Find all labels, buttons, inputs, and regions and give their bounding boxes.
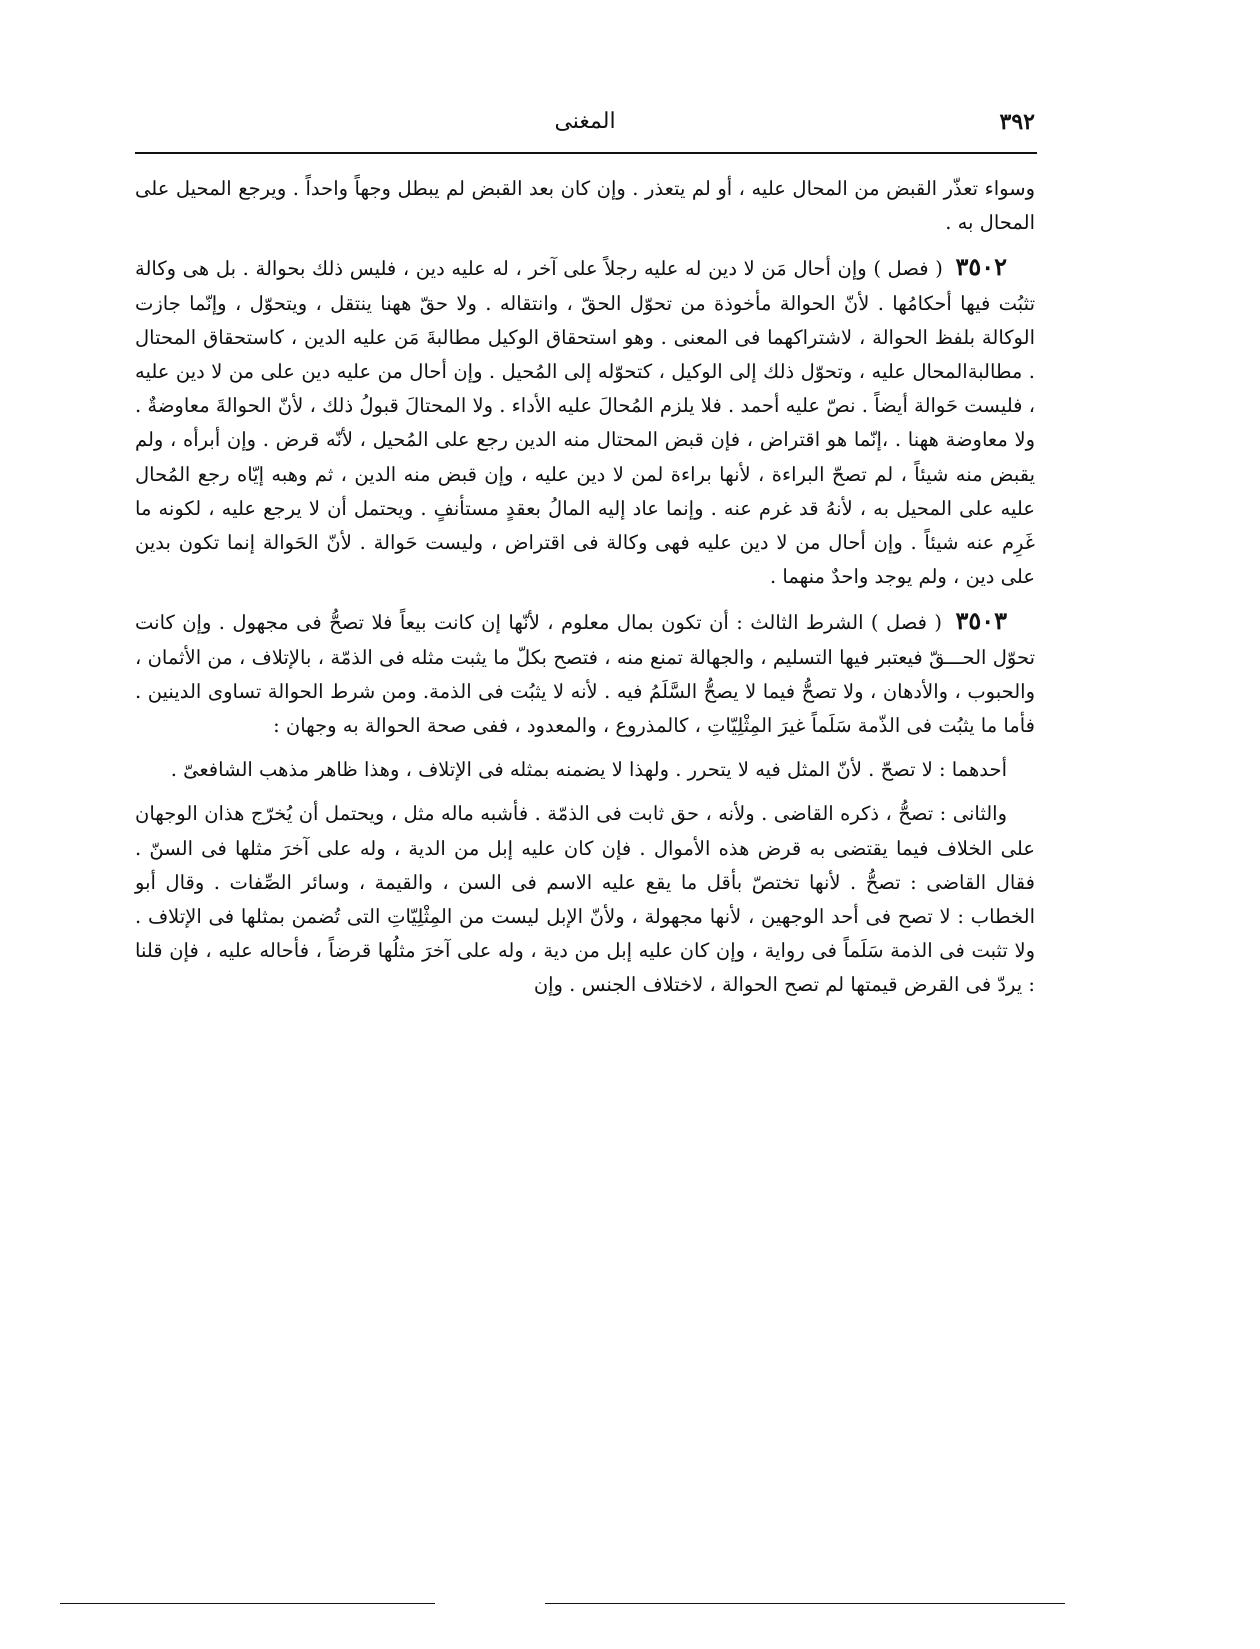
paragraph-text: أحدهما : لا تصحّ . لأنّ المثل فيه لا يتحرر . ولهذا لا يضمنه بمثله فى الإتلاف ، وهذا ظاهر مذهب الشافعىّ . [170,758,1007,782]
page-body [135,172,1035,1003]
section-number: ٣٥٠٢ [955,252,1008,282]
footer-divider-left [60,1603,435,1604]
paragraph-text: ( فصل ) الشرط الثالث : أن تكون بمال معلوم ، لأنّها إن كانت بيعاً فلا تصحُّ فى مجهول . وإن كانت تحوّل الحـــقّ فيعتبر فيها التسليم ، والجهالة تمنع منه ، فتصح بكلّ ما يثبت مثله فى الذمّة ، بالإتلاف ، من الأثمان ، والحبوب ، والأدهان ، ولا تصحُّ فيما لا يصحُّ السَّلَمُ فيه . لأنه لا يثبُت فى الذمة. ومن شرط الحوالة تساوى الدينين . فأما ما يثبُت فى الذّمة سَلَماً غيرَ المِثْلِيّاتِ ، كالمذروع ، والمعدود ، ففى صحة الحوالة به وجهان : [135,611,1035,738]
paragraph-text: وسواء تعذّر القبض من المحال عليه ، أو لم يتعذر . وإن كان بعد القبض لم يبطل وجهاً واحداً . ويرجع المحيل على المحال به . [135,177,1035,235]
paragraph-text: والثانى : تصحُّ ، ذكره القاضى . ولأنه ، حق ثابت فى الذمّة . فأشبه ماله مثل ، ويحتمل أن يُخرّج هذان الوجهان على الخلاف فيما يقتضى به قرض هذه الأموال . فإن كان عليه إبل من الدية ، وله على آخرَ مثلها فى السنّ . فقال القاضى : تصحُّ . لأنها تختصّ بأقل ما يقع عليه الاسم فى السن ، والقيمة ، وسائر الصِّفات . وقال أبو الخطاب : لا تصح فى أحد الوجهين ، لأنها مجهولة ، ولأنّ الإبل ليست من المِثْلِيّاتِ التى تُضمن بمثلها فى الإتلاف . ولا تثبت فى الذمة سَلَماً فى رواية ، وإن كان عليه إبل من دية ، وله على آخرَ مثلُها قرضاً ، فأحاله عليه ، فإن قلنا : يردّ فى القرض قيمتها لم تصح الحوالة ، لاختلاف الجنس . وإن [135,802,1035,997]
section-paragraph [135,250,1035,594]
paragraph [135,797,1035,1002]
book-title: المغنى [554,109,616,134]
paragraph [135,753,1035,787]
header-divider [135,152,1037,154]
page-number: ٣٩٢ [999,109,1035,135]
section-paragraph [135,604,1035,743]
section-number: ٣٥٠٣ [955,606,1007,636]
footer-divider-right [545,1603,1065,1604]
paragraph-text: ( فصل ) وإن أحال مَن لا دين له عليه رجلاً على آخر ، له عليه دين ، فليس ذلك بحوالة . بل هى وكالة تثبُت فيها أحكامُها . لأنّ الحوالة مأخوذة من تحوّل الحقّ ، وانتقاله . ولا حقّ ههنا ينتقل ، ويتحوّل ، وإنّما جازت الوكالة بلفظ الحوالة ، لاشتراكهما فى المعنى . وهو استحقاق الوكيل مطالبةَ مَن عليه الدين ، كاستحقاق المحتال . مطالبةالمحال عليه ، وتحوّل ذلك إلى الوكيل ، كتحوّله إلى المُحيل . وإن أحال من عليه دين على من لا دين عليه ، فليست حَوالة أيضاً . نصّ عليه أحمد . فلا يلزم المُحالَ عليه الأداء . ولا المحتالَ قبولُ ذلك ، لأنّ الحوالةَ معاوضةٌ . ولا معاوضة ههنا . ،إنّما هو اقتراض ، فإن قبض المحتال منه الدين رجع على المُحيل ، لأنّه قرض . وإن أبرأه ، ولم يقبض منه شيئاً ، لم تصحّ البراءة ، لأنها براءة لمن لا دين عليه ، وإن قبض منه الدين ، ثم وهبه إيّاه رجع المُحال عليه على المحيل به ، لأنهُ قد غرم عنه . وإنما عاد إليه المالُ بعقدٍ مستأنفٍ . ويحتمل أن لا يرجع عليه ، لكونه ما غَرِم عنه شيئاً . وإن أحال من لا دين عليه فهى وكالة فى اقتراض ، وليست حَوالة . لأنّ الحَوالة إنما تكون بدين على دين ، ولم يوجد واحدٌ منهما . [135,257,1035,589]
paragraph [135,172,1035,240]
page-header [135,95,1035,135]
